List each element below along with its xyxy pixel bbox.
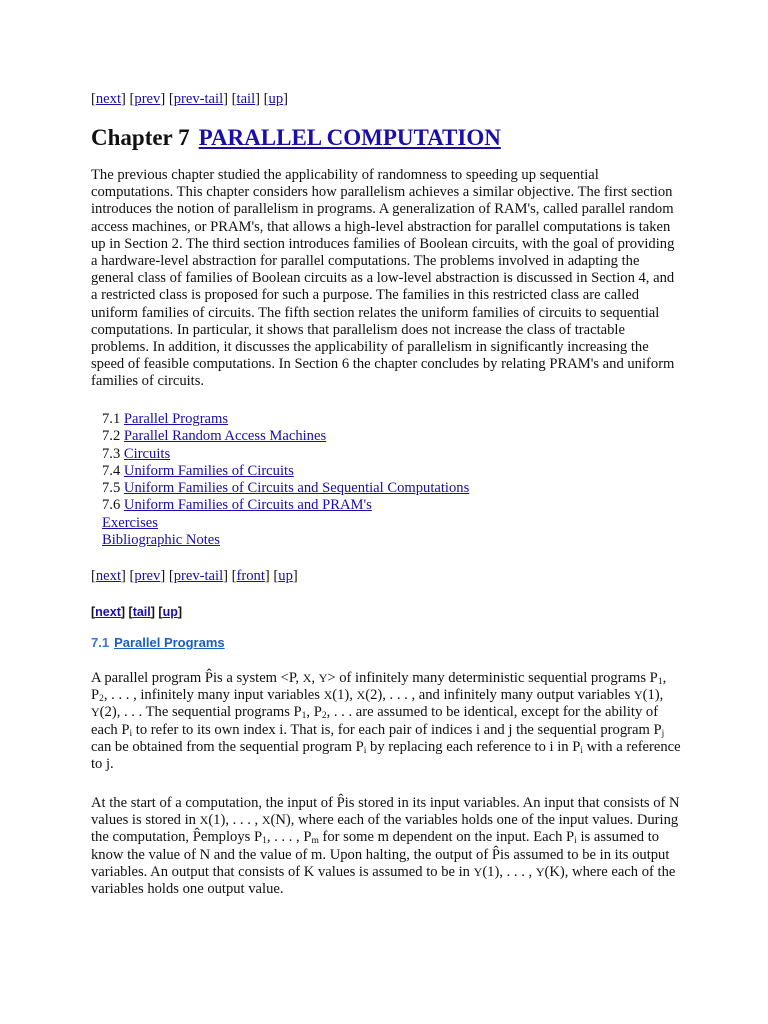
toc-link-uniform-pram[interactable]: Uniform Families of Circuits and PRAM's — [123, 497, 372, 514]
nav-front-link[interactable]: front — [236, 568, 265, 584]
toc-item: 7.2 Parallel Random Access Machines — [102, 428, 327, 445]
table-of-contents — [102, 411, 469, 549]
toc-item: 7.5 Uniform Families of Circuits and Sequential Computations — [102, 480, 470, 497]
nav-next-link[interactable]: next — [95, 91, 122, 107]
nav-prev-tail-link[interactable]: prev-tail — [173, 91, 224, 107]
toc-item: 7.4 Uniform Families of Circuits — [102, 462, 294, 479]
toc-item — [102, 515, 469, 532]
toc-link-exercises[interactable]: Exercises — [102, 514, 158, 531]
toc-link-uniform-sequential[interactable]: Uniform Families of Circuits and Sequential Computations — [123, 480, 470, 497]
toc-link-parallel-programs[interactable]: Parallel Programs — [123, 411, 229, 427]
nav-up-link[interactable]: up — [278, 568, 293, 584]
toc-link-pram[interactable]: Parallel Random Access Machines — [123, 428, 327, 445]
nav-up-link[interactable]: up — [268, 91, 284, 107]
bottom-nav: [next] [prev] [prev-tail] [front] [up] — [91, 568, 298, 584]
toc-item: 7.6 Uniform Families of Circuits and PRAM's — [102, 497, 372, 514]
nav-prev-link[interactable]: prev — [134, 568, 161, 584]
toc-link-uniform-families[interactable]: Uniform Families of Circuits — [123, 462, 294, 479]
toc-item: 7.3 Circuits — [102, 445, 171, 462]
nav-tail-link[interactable]: tail — [132, 605, 151, 619]
section-heading — [91, 634, 225, 652]
paragraph-parallel-program: A parallel program P̂is a system <P, X, Y> of infinitely many deterministic sequential programs $P_1$, $P_2$, . . . , infinitely many input variables X(1), X(2), . . . , and infinitely many output variables Y(1), Y(2), . . . The sequential programs $P_1$, $P_2$, . . . are assumed to be identical, except for the ability of each $P_i$ to refer to its own index i. That is, for each pair of indices i and j the sequential program $P_j$ can be obtained from the sequential program $P_i$ by replacing each reference to i in $P_i$ with a reference to j. — [91, 670, 681, 773]
paragraph-computation-start: At the start of a computation, the input of P̂is stored in its input variables. An input that consists of N values is stored in X(1), . . . , X(N), where each of the variables holds one of the input values. During the computation, P̂employs $P_1$, . . . , $P_m$ for some m dependent on the input. Each $P_i$ is assumed to know the value of N and the value of m. Upon halting, the output of P̂is assumed to be in its output variables. An output that consists of K values is assumed to be in Y(1), . . . , Y(K), where each of the variables holds one output value. — [91, 795, 680, 898]
toc-link-bibliographic-notes[interactable]: Bibliographic Notes — [102, 532, 220, 549]
nav-next-link[interactable]: next — [95, 605, 121, 619]
toc-item: 7.1 Parallel Programs — [102, 411, 229, 427]
nav-next-link[interactable]: next — [95, 568, 122, 584]
chapter-heading — [91, 124, 501, 152]
chapter-number: Chapter 7 — [91, 125, 190, 150]
section-nav: [next] [tail] [up] — [91, 605, 183, 619]
section-number: 7.1 — [91, 635, 110, 650]
section-title-link[interactable]: Parallel Programs — [114, 635, 225, 650]
nav-prev-tail-link[interactable]: prev-tail — [173, 568, 224, 584]
chapter-intro: The previous chapter studied the applicability of randomness to speeding up sequential computations. This chapter considers how parallelism achieves a similar objective. The first section introduces the notion of parallelism in programs. A generalization of RAM's, called parallel random access machines, or PRAM's, that allows a high-level abstraction for parallel computations is taken up in Section 2. The third section introduces families of Boolean circuits, with the goal of providing a hardware-level abstraction for parallel computations. The problems involved in adapting the general class of families of Boolean circuits as a low-level abstraction is discussed in Section 4, and a restricted class is proposed for such a purpose. The families in this restricted class are called uniform families of circuits. The fifth section relates the uniform families of circuits to sequential computations. In particular, it shows that parallelism does not increase the class of tractable problems. In addition, it discusses the applicability of parallelism in significantly increasing the speed of feasible computations. In Section 6 the chapter concludes by relating PRAM's and uniform families of circuits. — [91, 167, 675, 390]
nav-up-link[interactable]: up — [162, 605, 178, 619]
chapter-title-link[interactable]: PARALLEL COMPUTATION — [198, 125, 501, 150]
nav-tail-link[interactable]: tail — [236, 91, 256, 107]
nav-prev-link[interactable]: prev — [134, 91, 161, 107]
toc-link-circuits[interactable]: Circuits — [123, 445, 171, 462]
toc-item — [102, 532, 469, 549]
top-nav: [next] [prev] [prev-tail] [tail] [up] — [91, 91, 289, 107]
